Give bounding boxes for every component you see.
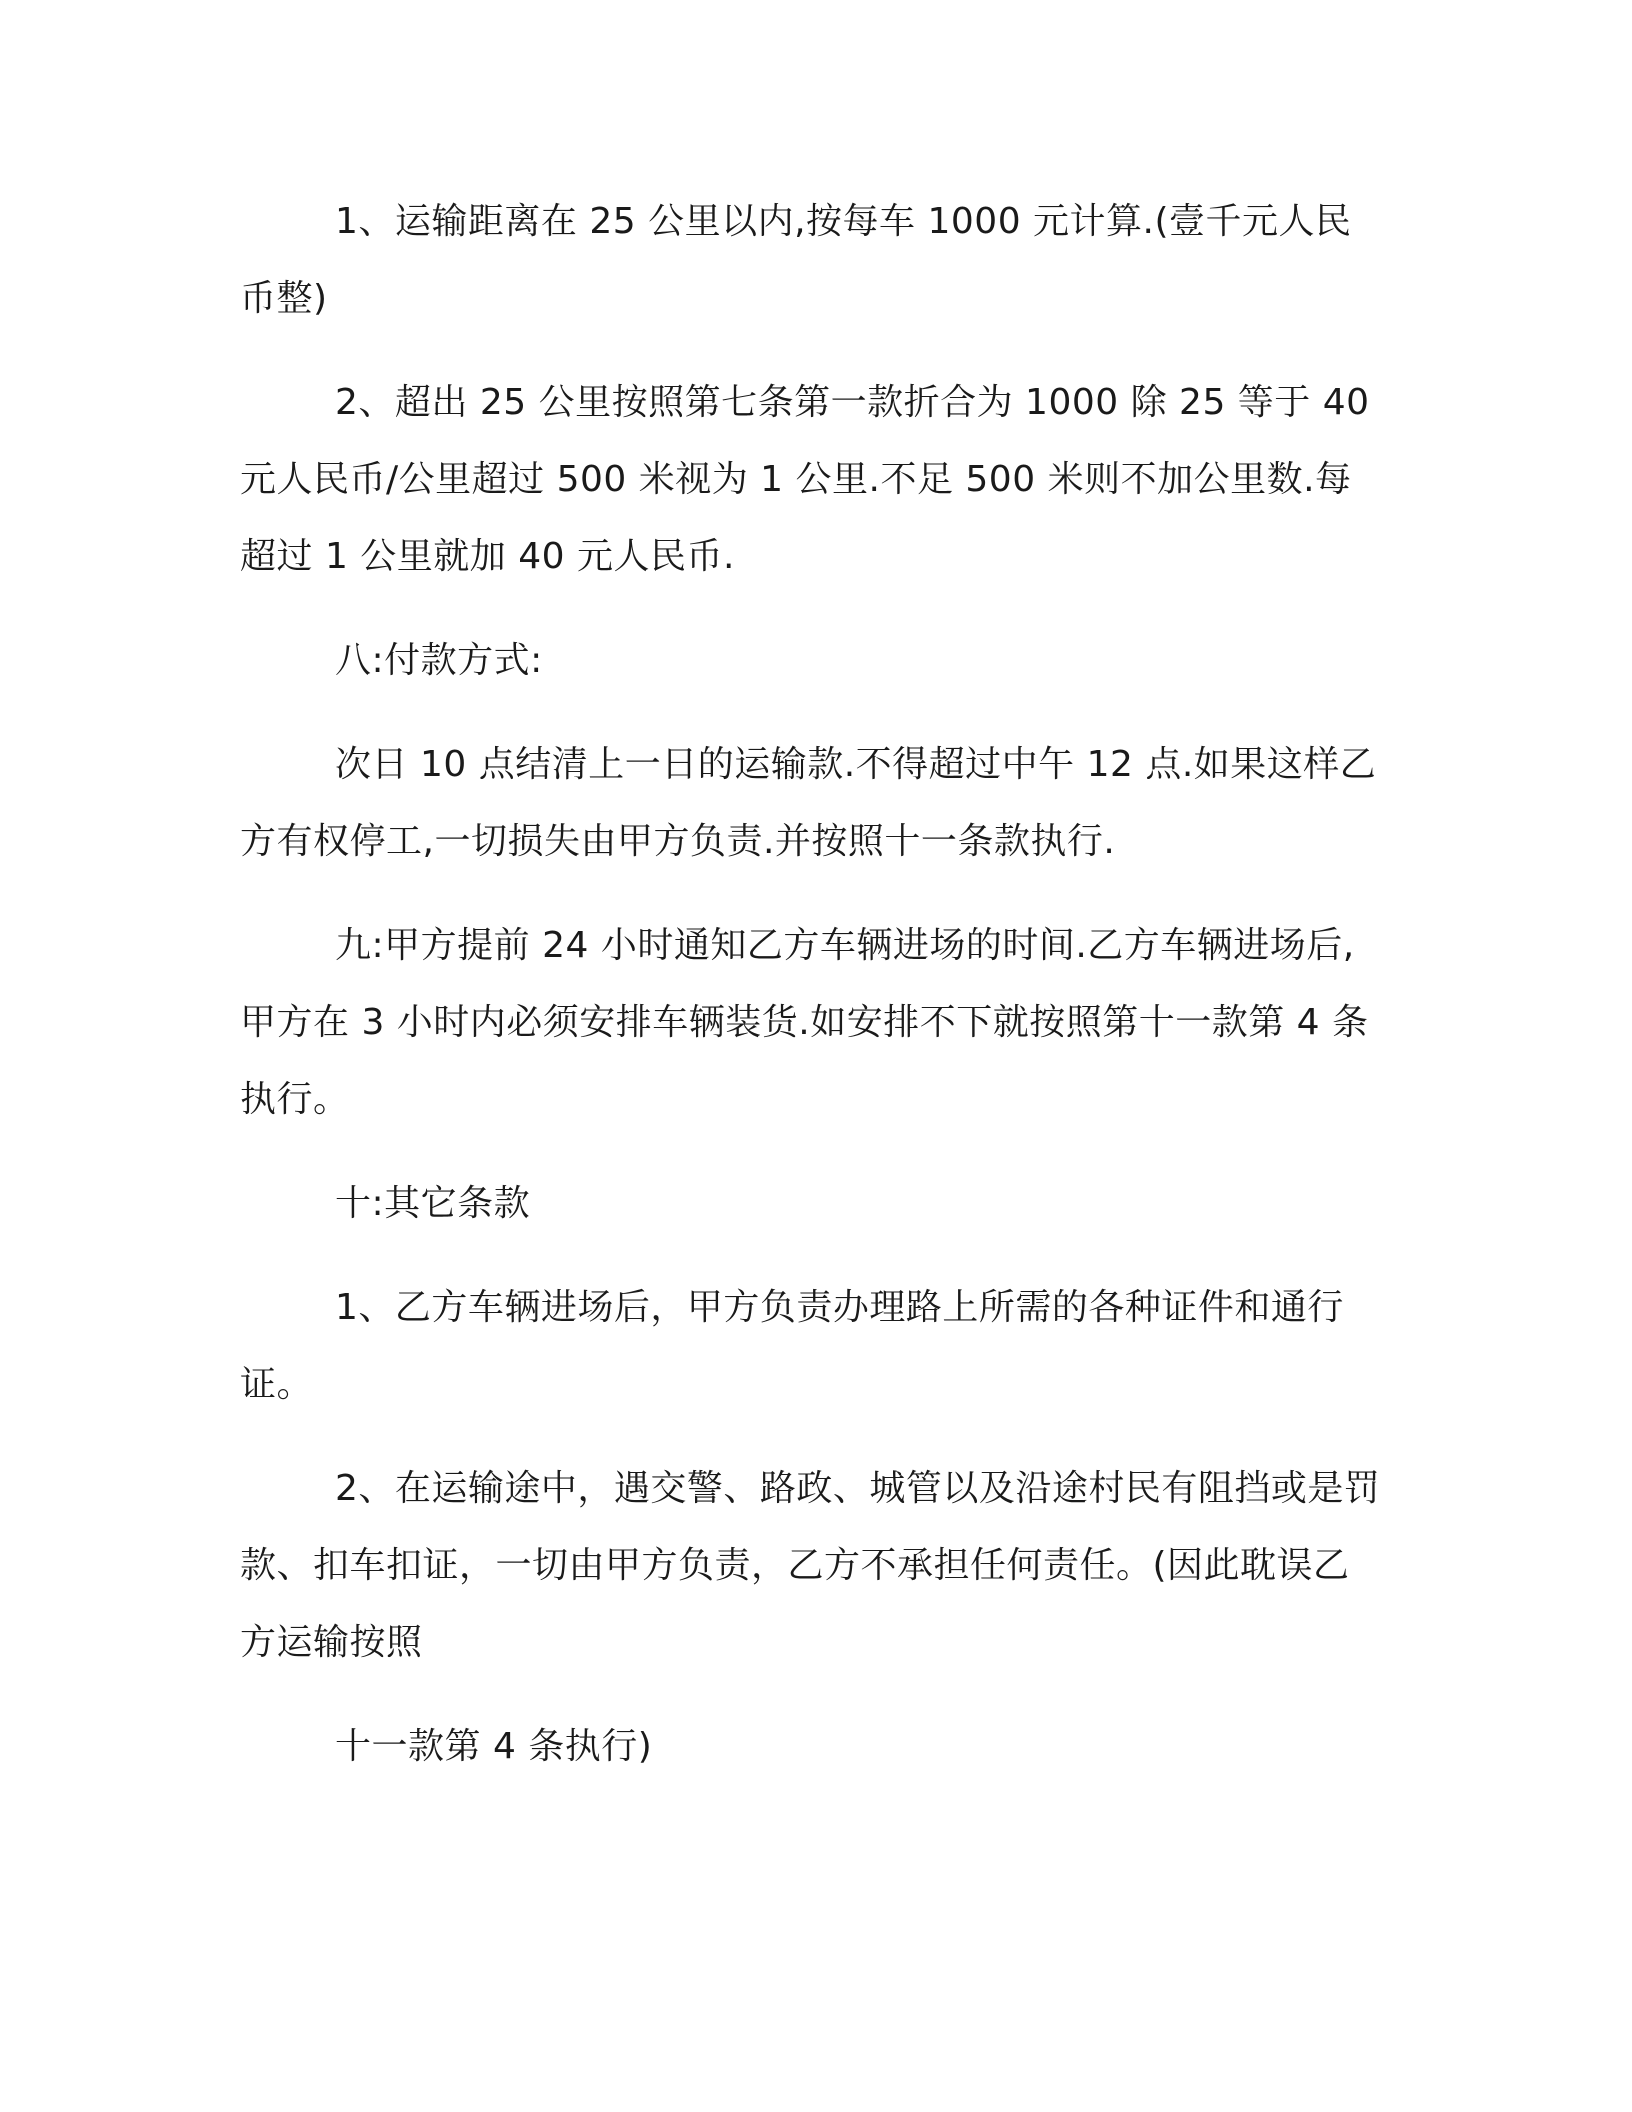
clause-paragraph-2: 2、超出 25 公里按照第七条第一款折合为 1000 除 25 等于 40 元人民币/公里超过 500 米视为 1 公里.不足 500 米则不加公里数.每超过 1 公里就加 40 元人民币. — [240, 382, 1370, 577]
payment-terms-paragraph: 次日 10 点结清上一日的运输款.不得超过中午 12 点.如果这样乙方有权停工,一切损失由甲方负责.并按照十一条款执行. — [240, 744, 1377, 862]
other-terms-paragraph-2: 2、在运输途中，遇交警、路政、城管以及沿途村民有阻挡或是罚款、扣车扣证，一切由甲方负责，乙方不承担任何责任。(因此耽误乙方运输按照 — [240, 1468, 1381, 1663]
document-body — [240, 183, 1385, 1785]
other-terms-paragraph-continuation: 十一款第 4 条执行) — [335, 1726, 653, 1767]
section-nine-paragraph: 九:甲方提前 24 小时通知乙方车辆进场的时间.乙方车辆进场后,甲方在 3 小时内必须安排车辆装货.如安排不下就按照第十一款第 4 条执行。 — [240, 925, 1369, 1120]
other-terms-paragraph-1: 1、乙方车辆进场后，甲方负责办理路上所需的各种证件和通行证。 — [240, 1287, 1344, 1405]
section-heading-other-terms: 十:其它条款 — [335, 1183, 531, 1224]
clause-paragraph-1: 1、运输距离在 25 公里以内,按每车 1000 元计算.(壹千元人民币整) — [240, 201, 1352, 319]
section-heading-payment: 八:付款方式: — [335, 640, 543, 681]
